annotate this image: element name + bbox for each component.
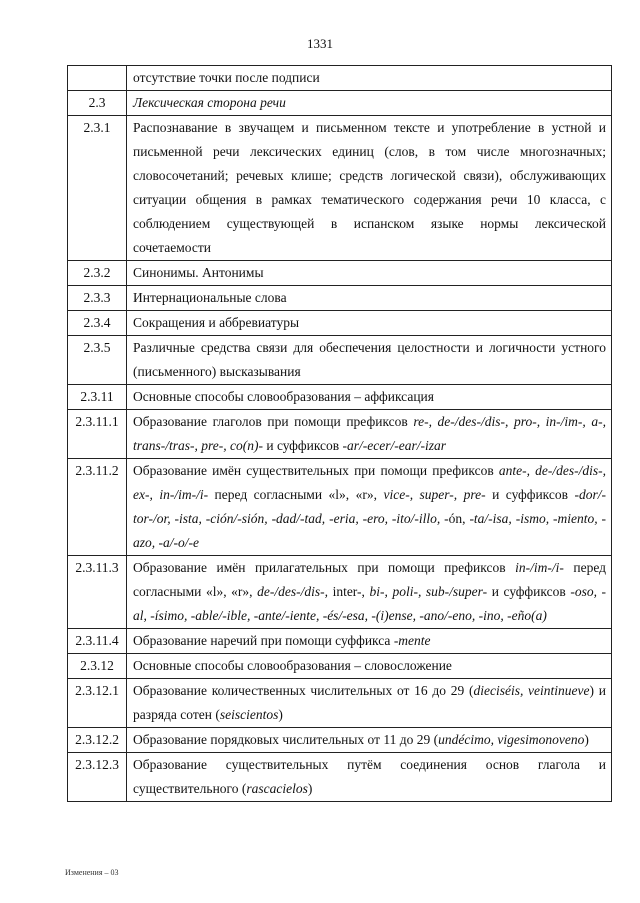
table-row bbox=[68, 629, 612, 654]
row-description bbox=[127, 286, 612, 311]
table-row bbox=[68, 66, 612, 91]
text-fragment: Синонимы. Антонимы bbox=[133, 265, 264, 280]
text-fragment: перед согласными «l», «r», bbox=[208, 487, 384, 502]
italic-term: rascacielos bbox=[246, 781, 308, 796]
text-fragment: Различные средства связи для обеспечения целостности и логичности устного (письменного) высказывания bbox=[133, 340, 606, 379]
italic-term: de-/des-/dis-, bbox=[257, 584, 328, 599]
italic-term: ante-, de-/des-/dis-, ex-, in-/im-/i- bbox=[133, 463, 607, 502]
row-number: 2.3.5 bbox=[68, 336, 127, 385]
row-number: 2.3.11.3 bbox=[68, 556, 127, 629]
text-fragment: Основные способы словообразования – аффиксация bbox=[133, 389, 434, 404]
footer-note: Изменения – 03 bbox=[65, 868, 119, 877]
text-fragment: перед согласными «l», «r», bbox=[133, 560, 606, 599]
italic-term: dieciséis, veintinueve bbox=[473, 683, 590, 698]
text-fragment: ) bbox=[584, 732, 589, 747]
table-row bbox=[68, 261, 612, 286]
table-row bbox=[68, 385, 612, 410]
text-fragment: Сокращения и аббревиатуры bbox=[133, 315, 300, 330]
row-number: 2.3.1 bbox=[68, 116, 127, 261]
italic-term: undécimo, vigesimonoveno bbox=[438, 732, 585, 747]
row-number: 2.3 bbox=[68, 91, 127, 116]
row-number: 2.3.12 bbox=[68, 654, 127, 679]
row-description bbox=[127, 654, 612, 679]
row-description bbox=[127, 261, 612, 286]
text-fragment: отсутствие точки после подписи bbox=[133, 70, 320, 85]
row-number bbox=[68, 66, 127, 91]
table-row bbox=[68, 753, 612, 802]
table-row bbox=[68, 286, 612, 311]
text-fragment: Образование наречий при помощи суффикса bbox=[133, 633, 394, 648]
text-fragment: Образование глаголов при помощи префиксов bbox=[133, 414, 414, 429]
italic-term: -ar/-ecer/-ear/-izar bbox=[342, 438, 447, 453]
content-table bbox=[67, 65, 612, 802]
table-row bbox=[68, 410, 612, 459]
row-number: 2.3.3 bbox=[68, 286, 127, 311]
table-row bbox=[68, 556, 612, 629]
text-fragment: Основные способы словообразования – словосложение bbox=[133, 658, 452, 673]
text-fragment: Образование имён прилагательных при помощи префиксов bbox=[133, 560, 516, 575]
row-description bbox=[127, 556, 612, 629]
text-fragment: и суффиксов bbox=[487, 584, 571, 599]
row-number: 2.3.4 bbox=[68, 311, 127, 336]
row-description bbox=[127, 459, 612, 556]
row-number: 2.3.11.1 bbox=[68, 410, 127, 459]
italic-term: Лексическая сторона речи bbox=[133, 95, 286, 110]
row-description bbox=[127, 385, 612, 410]
text-fragment: Образование порядковых числительных от 11 до 29 ( bbox=[133, 732, 439, 747]
text-fragment: Образование имён существительных при помощи префиксов bbox=[133, 463, 499, 478]
text-fragment: Образование существительных путём соединения основ глагола и существительного ( bbox=[133, 757, 606, 796]
row-number: 2.3.11 bbox=[68, 385, 127, 410]
row-description bbox=[127, 679, 612, 728]
table-body bbox=[68, 66, 612, 802]
row-number: 2.3.11.2 bbox=[68, 459, 127, 556]
row-number: 2.3.12.3 bbox=[68, 753, 127, 802]
italic-term: in-/im-/i- bbox=[515, 560, 564, 575]
row-description bbox=[127, 728, 612, 753]
page-number: 1331 bbox=[307, 36, 333, 51]
table-row bbox=[68, 336, 612, 385]
italic-term: -oso, -al, -ísimo, -able/-ible, -ante/-iente, -és/-esa, -(i)ense, -ano/-eno, -ino, -eño(a) bbox=[133, 584, 607, 623]
row-description bbox=[127, 66, 612, 91]
text-fragment: ) и разряда сотен ( bbox=[133, 683, 606, 722]
row-number: 2.3.12.1 bbox=[68, 679, 127, 728]
row-description bbox=[127, 116, 612, 261]
text-fragment: ) bbox=[307, 781, 313, 796]
italic-term: -ta/-isa, -ismo, -miento, -azo, -a/-o/-e bbox=[133, 511, 607, 550]
row-number: 2.3.12.2 bbox=[68, 728, 127, 753]
row-description bbox=[127, 410, 612, 459]
italic-term: seiscientos bbox=[219, 707, 279, 722]
row-description bbox=[127, 91, 612, 116]
table-row bbox=[68, 311, 612, 336]
row-description bbox=[127, 311, 612, 336]
table-row bbox=[68, 654, 612, 679]
row-description bbox=[127, 629, 612, 654]
row-description bbox=[127, 336, 612, 385]
table-row bbox=[68, 679, 612, 728]
text-fragment: inter-, bbox=[327, 584, 370, 599]
italic-term: re-, de-/des-/dis-, pro-, in-/im-, a-, trans-/tras-, pre-, co(n)- bbox=[133, 414, 606, 453]
italic-term: bi-, poli-, sub-/super- bbox=[369, 584, 488, 599]
italic-term: -dor/-tor-/or, -ista, -ción/-sión, -dad/-tad, -eria, -ero, -ito/-illo, bbox=[133, 487, 606, 526]
table-row bbox=[68, 459, 612, 556]
row-number: 2.3.11.4 bbox=[68, 629, 127, 654]
row-description bbox=[127, 753, 612, 802]
row-number: 2.3.2 bbox=[68, 261, 127, 286]
italic-term: -mente bbox=[393, 633, 431, 648]
text-fragment: Распознавание в звучащем и письменном тексте и употребление в устной и письменной речи лексических единиц (слов, в том числе многозначных; словосочетаний; речевых клише; средств логической связи), обслуживающих ситуации общения в рамках тематического содержания речи 10 класса, с соблюдением существующей в испанском языке нормы лексической сочетаемости bbox=[133, 120, 606, 255]
table-row bbox=[68, 116, 612, 261]
text-fragment: Образование количественных числительных от 16 до 29 ( bbox=[133, 683, 474, 698]
text-fragment: и суффиксов bbox=[485, 487, 575, 502]
table-row bbox=[68, 728, 612, 753]
italic-term: vice-, super-, pre- bbox=[383, 487, 486, 502]
text-fragment: Интернациональные слова bbox=[133, 290, 287, 305]
text-fragment: и суффиксов bbox=[262, 438, 343, 453]
table-row bbox=[68, 91, 612, 116]
text-fragment: ) bbox=[278, 707, 283, 722]
text-fragment: -ón, bbox=[440, 511, 470, 526]
